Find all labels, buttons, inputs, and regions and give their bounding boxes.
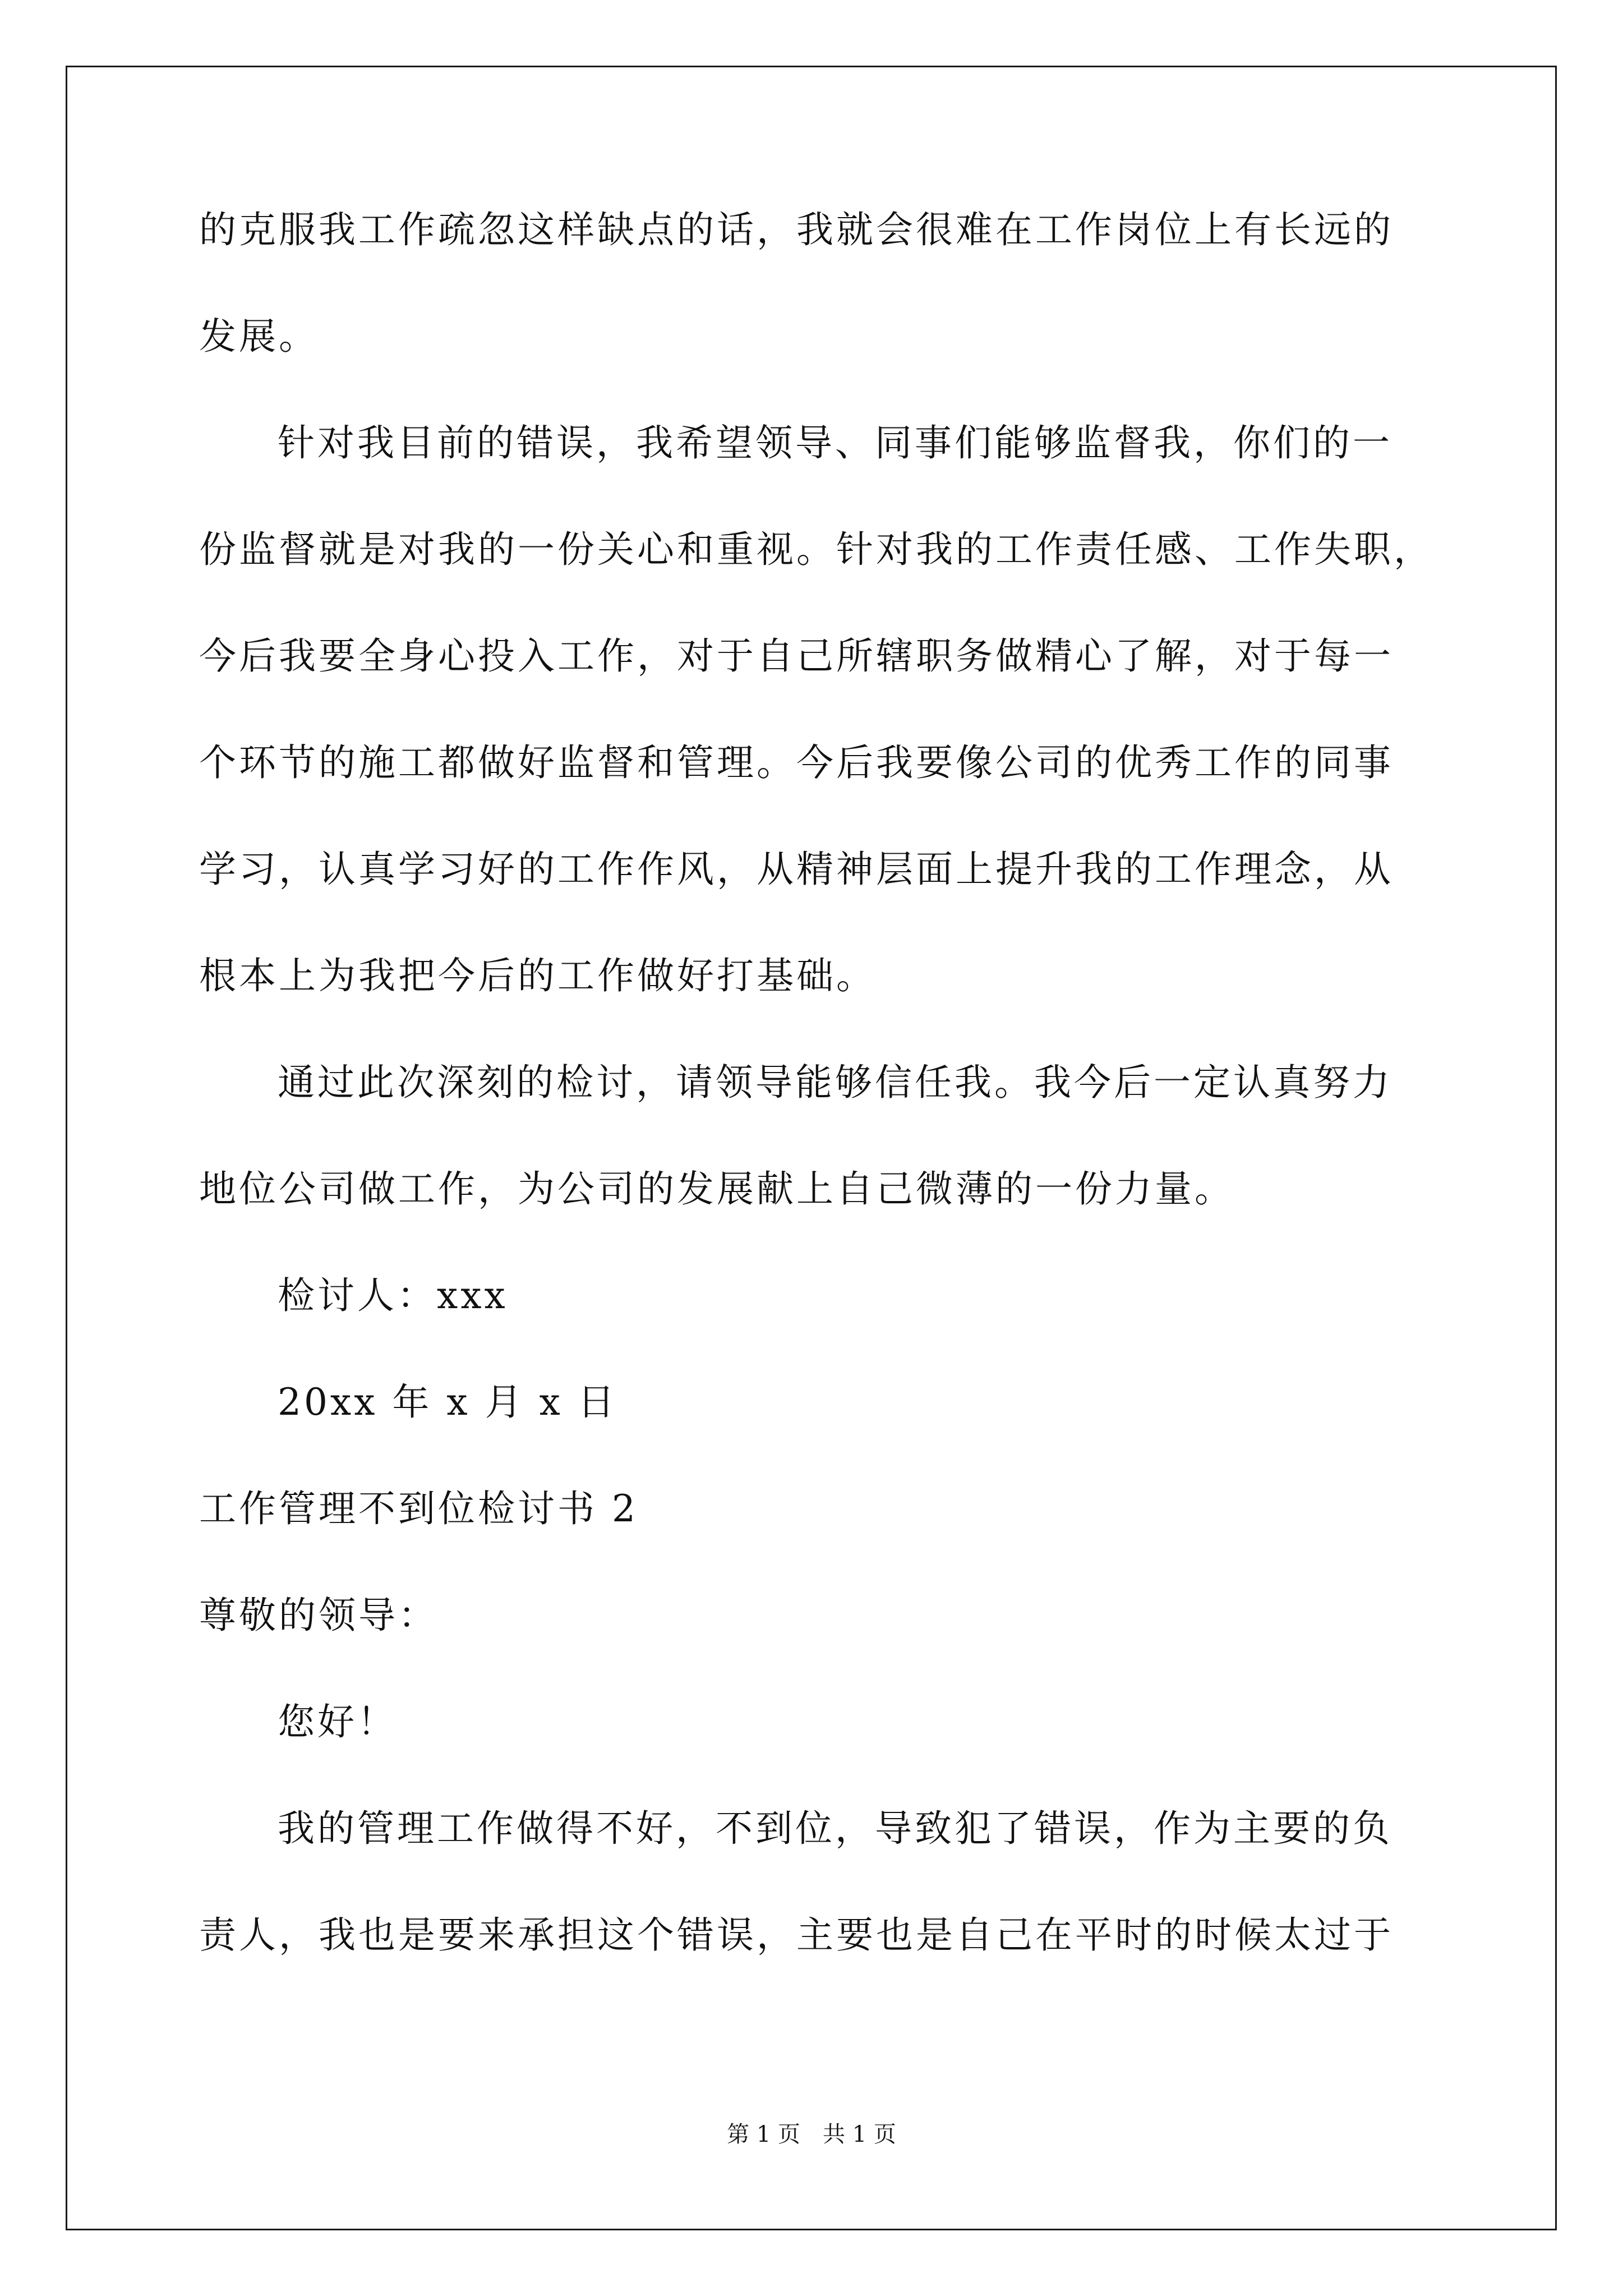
page-footer: 第 1 页 共 1 页 bbox=[727, 2122, 896, 2147]
section-title: 工作管理不到位检讨书 2 bbox=[199, 1487, 638, 1530]
text-line: 针对我目前的错误，我希望领导、同事们能够监督我，你们的一 bbox=[278, 421, 1393, 464]
text-line: 通过此次深刻的检讨，请领导能够信任我。我今后一定认真努力 bbox=[278, 1061, 1393, 1104]
date-line: 20xx 年 x 月 x 日 bbox=[278, 1381, 617, 1424]
text-line: 发展。 bbox=[199, 315, 319, 358]
page-border bbox=[66, 66, 1557, 2230]
greeting: 您好！ bbox=[278, 1700, 397, 1743]
text-line: 的克服我工作疏忽这样缺点的话，我就会很难在工作岗位上有长远的 bbox=[199, 208, 1394, 251]
text-line: 责人，我也是要来承担这个错误，主要也是自己在平时的时候太过于 bbox=[199, 1913, 1394, 1957]
text-line: 份监督就是对我的一份关心和重视。针对我的工作责任感、工作失职， bbox=[199, 528, 1433, 571]
text-line: 学习，认真学习好的工作作风，从精神层面上提升我的工作理念，从 bbox=[199, 848, 1394, 891]
text-line: 地位公司做工作，为公司的发展献上自己微薄的一份力量。 bbox=[199, 1167, 1234, 1211]
salutation: 尊敬的领导： bbox=[199, 1594, 438, 1637]
text-line: 我的管理工作做得不好，不到位，导致犯了错误，作为主要的负 bbox=[278, 1807, 1393, 1850]
text-line: 个环节的施工都做好监督和管理。今后我要像公司的优秀工作的同事 bbox=[199, 741, 1394, 784]
text-line: 根本上为我把今后的工作做好打基础。 bbox=[199, 954, 876, 997]
text-line: 今后我要全身心投入工作，对于自己所辖职务做精心了解，对于每一 bbox=[199, 634, 1394, 678]
signature-line: 检讨人：xxx bbox=[278, 1274, 508, 1317]
